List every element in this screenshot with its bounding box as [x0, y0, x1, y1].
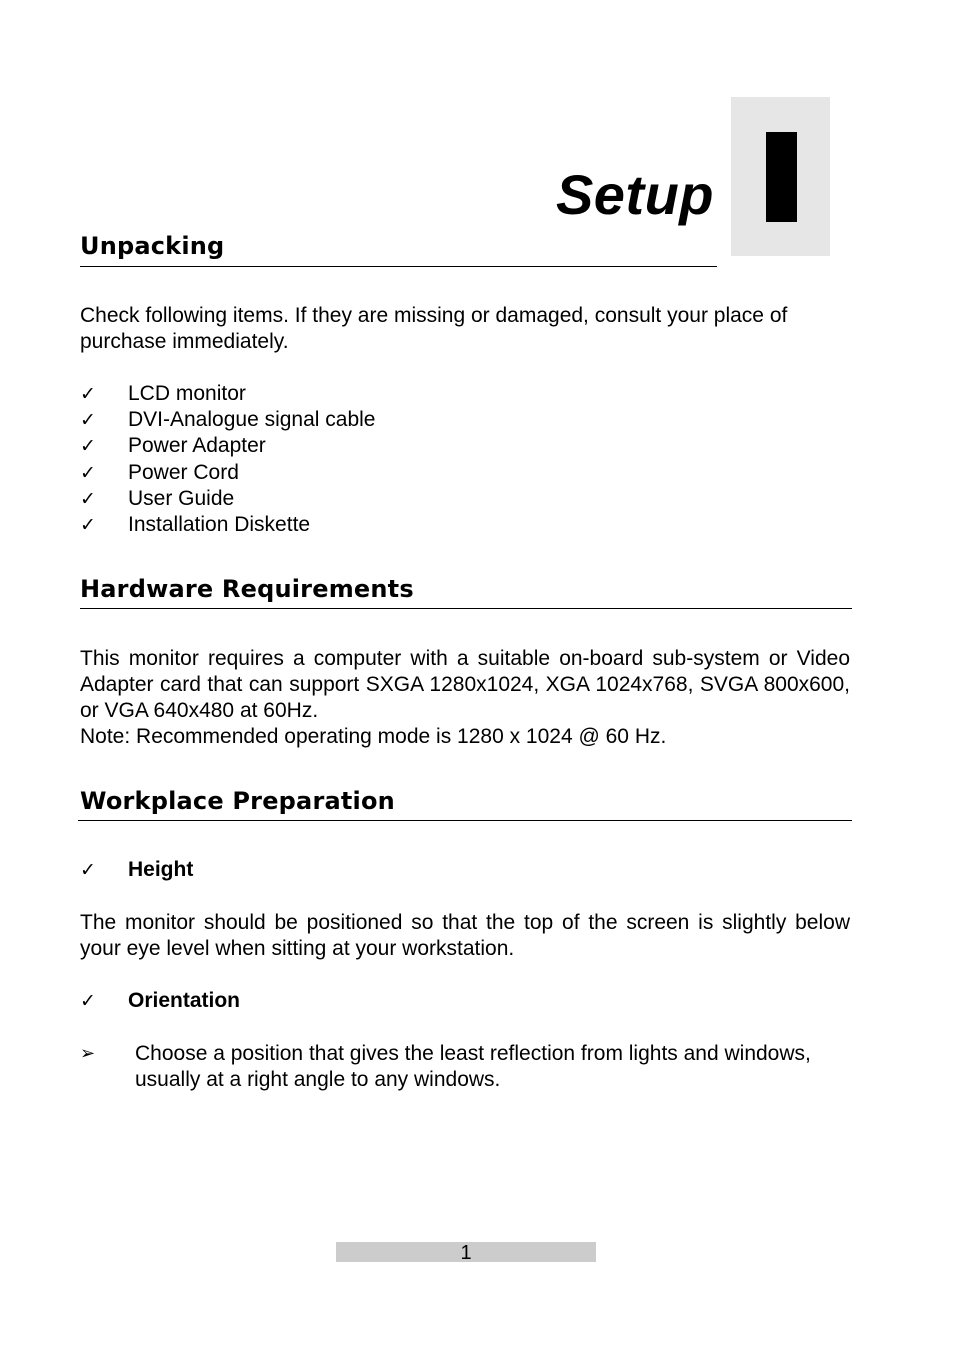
check-icon: ✓: [80, 435, 96, 458]
subheading-label: Orientation: [128, 989, 241, 1012]
check-icon: ✓: [80, 409, 96, 432]
list-item-label: Power Adapter: [128, 434, 266, 458]
arrow-bullet-icon: ➢: [80, 1043, 96, 1064]
section-heading-hardware: Hardware Requirements: [80, 575, 414, 603]
check-icon: ✓: [80, 990, 96, 1012]
check-icon: ✓: [80, 513, 96, 536]
section-divider: [80, 266, 717, 267]
section-heading-workplace: Workplace Preparation: [80, 787, 395, 815]
subheading-label: Height: [128, 858, 194, 881]
unpacking-intro: Check following items. If they are missing or damaged, consult your place of purchase immediately.: [80, 304, 788, 353]
list-item-label: Choose a position that gives the least reflection from lights and windows, usually at a right angle to any windows.: [135, 1042, 811, 1091]
check-icon: ✓: [80, 859, 96, 881]
check-icon: ✓: [80, 487, 96, 510]
check-icon: ✓: [80, 461, 96, 484]
chapter-number-mark: [766, 132, 797, 222]
page-number: 1: [336, 1242, 596, 1262]
hardware-note: Note: Recommended operating mode is 1280 x 1024 @ 60 Hz.: [80, 725, 667, 748]
list-item-label: Installation Diskette: [128, 512, 311, 536]
list-item-label: Power Cord: [128, 460, 239, 484]
orientation-list-item: [80, 1041, 850, 1093]
height-body: The monitor should be positioned so that the top of the screen is slightly below your eye level when sitting at your workstation.: [80, 911, 850, 960]
section-divider: [80, 608, 852, 609]
list-item-label: LCD monitor: [128, 382, 246, 405]
chapter-title: Setup: [555, 163, 714, 226]
section-heading-unpacking: Unpacking: [80, 232, 225, 260]
section-divider: [78, 820, 852, 821]
check-icon: ✓: [80, 383, 96, 405]
list-item-label: User Guide: [128, 486, 235, 510]
list-item-label: DVI-Analogue signal cable: [128, 408, 376, 432]
hardware-body: This monitor requires a computer with a suitable on-board sub-system or Video Adapter card that can support SXGA 1280x1024, XGA 1024x768, SVGA 800x600, or VGA 640x480 at 60Hz.: [80, 647, 850, 722]
